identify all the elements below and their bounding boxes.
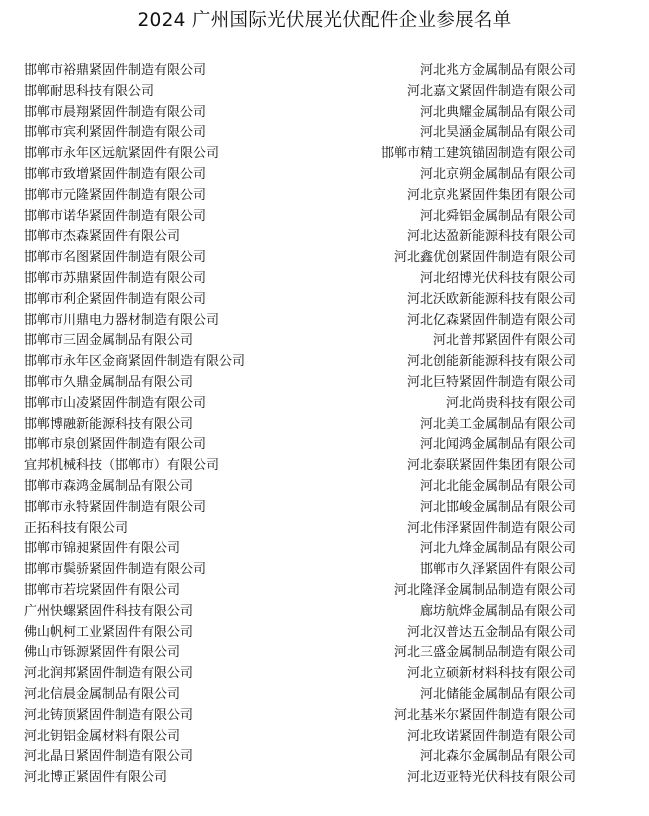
company-name-right: 河北隆泽金属制品制造有限公司: [393, 582, 576, 598]
company-name-left: 河北博正紧固件有限公司: [24, 770, 168, 786]
company-name-left: 邯郸市永年区远航紧固件有限公司: [24, 146, 220, 162]
company-name-right: 河北闻鸿金属制品有限公司: [419, 437, 576, 453]
company-name-left: 邯郸市利企紧固件制造有限公司: [24, 291, 207, 307]
company-name-left: 邯郸市泉创紧固件制造有限公司: [24, 437, 207, 453]
company-name-left: 邯郸市锦昶紧固件有限公司: [24, 541, 181, 557]
company-name-left: 邯郸博融新能源科技有限公司: [24, 416, 194, 432]
company-name-right: 河北沃欧新能源科技有限公司: [406, 291, 576, 307]
company-name-left: 邯郸市名图紧固件制造有限公司: [24, 250, 207, 266]
company-name-right: 河北尚贵科技有限公司: [445, 395, 576, 411]
company-name-right: 河北立硕新材料科技有限公司: [406, 666, 576, 682]
company-name-right: 河北普邦紧固件有限公司: [432, 333, 576, 349]
company-name-left: 邯郸市森鸿金属制品有限公司: [24, 478, 194, 494]
company-name-right: 河北昊涵金属制品有限公司: [419, 125, 576, 141]
company-name-right: 河北汉普达五金制品有限公司: [406, 624, 576, 640]
company-name-right: 河北三盛金属制品制造有限公司: [393, 645, 576, 661]
company-name-right: 河北美工金属制品有限公司: [419, 416, 576, 432]
company-name-right: 河北京朔金属制品有限公司: [419, 166, 576, 182]
company-name-left: 邯郸市久鼎金属制品有限公司: [24, 374, 194, 390]
company-name-left: 邯郸市晨翔紧固件制造有限公司: [24, 104, 207, 120]
company-name-right: 河北玫诺紧固件制造有限公司: [406, 728, 576, 744]
company-name-right: 邯郸市精工建筑锚固制造有限公司: [380, 146, 576, 162]
company-name-right: 河北亿森紧固件制造有限公司: [406, 312, 576, 328]
company-name-right: 河北伟泽紧固件制造有限公司: [406, 520, 576, 536]
company-name-left: 佛山市铄源紧固件有限公司: [24, 645, 181, 661]
company-name-right: 廊坊航烨金属制品有限公司: [419, 603, 576, 619]
company-name-left: 正拓科技有限公司: [24, 520, 129, 536]
company-name-right: 河北九烽金属制品有限公司: [419, 541, 576, 557]
company-name-right: 河北京兆紧固件集团有限公司: [406, 187, 576, 203]
company-name-right: 河北基米尔紧固件制造有限公司: [393, 707, 576, 723]
company-name-left: 河北信晨金属制品有限公司: [24, 686, 181, 702]
company-name-left: 邯郸市诺华紧固件制造有限公司: [24, 208, 207, 224]
company-name-left: 邯郸市裕鼎紧固件制造有限公司: [24, 63, 207, 78]
company-name-right: 河北绍博光伏科技有限公司: [419, 270, 576, 286]
company-name-left: 河北晶日紧固件制造有限公司: [24, 749, 194, 765]
company-name-right: 河北邯峻金属制品有限公司: [419, 499, 576, 515]
company-name-right: 河北兆方金属制品有限公司: [419, 63, 576, 78]
company-name-right: 河北典耀金属制品有限公司: [419, 104, 576, 120]
right-company-list: [316, 61, 576, 789]
company-name-left: 邯郸市杰森紧固件有限公司: [24, 229, 181, 245]
company-name-left: 邯郸市若垸紧固件有限公司: [24, 582, 181, 598]
company-name-left: 邯郸市苏鼎紧固件制造有限公司: [24, 270, 207, 286]
company-name-right: 河北北能金属制品有限公司: [419, 478, 576, 494]
company-name-right: 河北迈亚特光伏科技有限公司: [406, 770, 576, 786]
company-name-right: 河北巨特紧固件制造有限公司: [406, 374, 576, 390]
company-name-left: 邯郸市鬓骄紧固件制造有限公司: [24, 562, 207, 578]
company-name-left: 邯郸耐思科技有限公司: [24, 83, 155, 99]
company-name-left: 宜邦机械科技（邯郸市）有限公司: [24, 458, 220, 474]
company-name-right: 邯郸市久泽紧固件有限公司: [419, 562, 576, 578]
company-name-left: 邯郸市宾利紧固件制造有限公司: [24, 125, 207, 141]
company-name-left: 邯郸市川鼎电力器材制造有限公司: [24, 312, 220, 328]
company-name-left: 邯郸市三固金属制品有限公司: [24, 333, 194, 349]
company-name-right: 河北储能金属制品有限公司: [419, 686, 576, 702]
company-name-left: 广州快螺紧固件科技有限公司: [24, 603, 194, 619]
company-name-left: 河北润邦紧固件制造有限公司: [24, 666, 194, 682]
company-name-left: 邯郸市致增紧固件制造有限公司: [24, 166, 207, 182]
company-name-right: 河北舜铝金属制品有限公司: [419, 208, 576, 224]
company-name-right: 河北鑫优创紧固件制造有限公司: [393, 250, 576, 266]
company-name-left: 邯郸市元隆紧固件制造有限公司: [24, 187, 207, 203]
company-name-right: 河北森尔金属制品有限公司: [419, 749, 576, 765]
company-name-right: 河北嘉文紧固件制造有限公司: [406, 83, 576, 99]
page-title: 2024 广州国际光伏展光伏配件企业参展名单: [137, 10, 512, 31]
company-name-left: 河北铸顶紧固件制造有限公司: [24, 707, 194, 723]
left-company-list: [24, 61, 324, 789]
company-name-left: 邯郸市永特紧固件制造有限公司: [24, 499, 207, 515]
company-name-right: 河北泰联紧固件集团有限公司: [406, 458, 576, 474]
company-name-right: 河北达盈新能源科技有限公司: [406, 229, 576, 245]
company-name-left: 邯郸市山凌紧固件制造有限公司: [24, 395, 207, 411]
company-name-left: 佛山帆柯工业紧固件有限公司: [24, 624, 194, 640]
company-name-right: 河北创能新能源科技有限公司: [406, 354, 576, 370]
company-name-left: 邯郸市永年区金商紧固件制造有限公司: [24, 354, 246, 370]
company-name-left: 河北钥铝金属材料有限公司: [24, 728, 181, 744]
